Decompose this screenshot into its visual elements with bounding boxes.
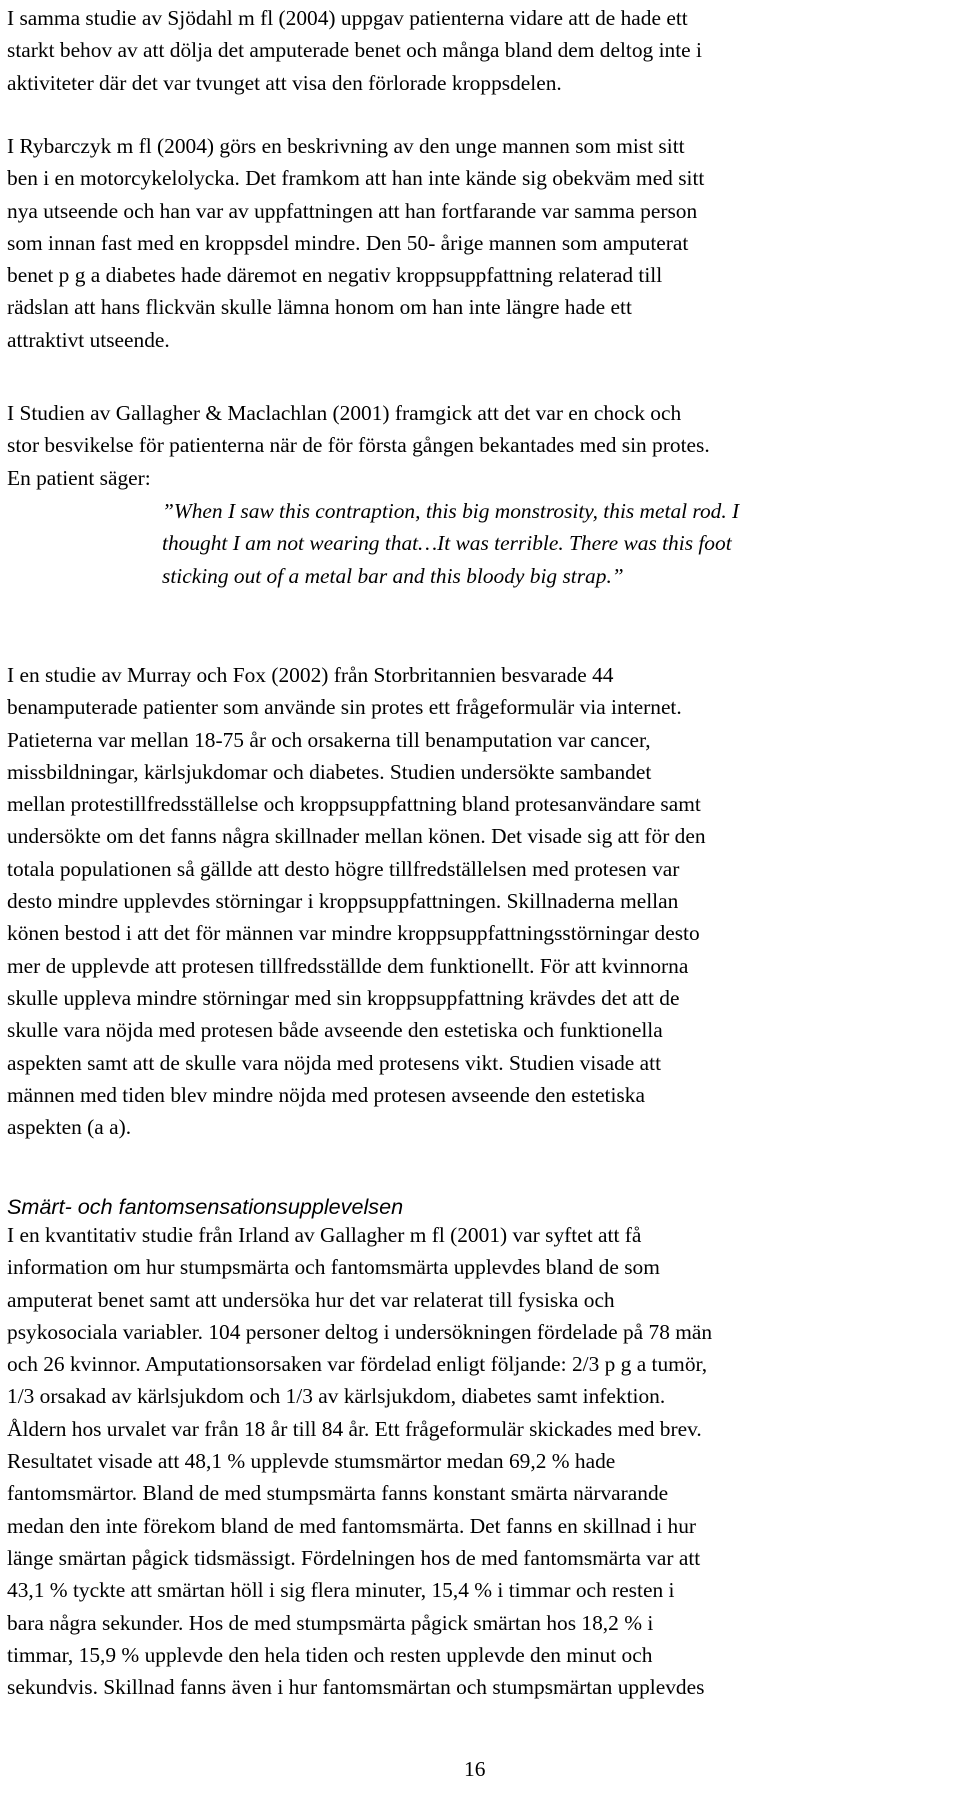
text-line: I en studie av Murray och Fox (2002) från Storbritannien besvarade 44 bbox=[7, 663, 614, 687]
text-line: timmar, 15,9 % upplevde den hela tiden och resten upplevde den minut och bbox=[7, 1642, 653, 1667]
text-line: I Rybarczyk m fl (2004) görs en beskrivning av den unge mannen som mist sitt bbox=[7, 134, 685, 158]
text-line: männen med tiden blev mindre nöjda med protesen avseende den estetiska bbox=[7, 1082, 645, 1107]
text-line: benamputerade patienter som använde sin protes ett frågeformulär via internet. bbox=[7, 695, 682, 720]
text-line: starkt behov av att dölja det amputerade benet och många bland dem deltog inte i bbox=[7, 38, 702, 63]
text-line: missbildningar, kärlsjukdomar och diabetes. Studien undersökte sambandet bbox=[7, 759, 652, 784]
text-line: skulle uppleva mindre störningar med sin kroppsuppfattning krävdes det att de bbox=[7, 985, 680, 1010]
text-line: attraktivt utseende. bbox=[7, 327, 170, 352]
text-line: I samma studie av Sjödahl m fl (2004) uppgav patienterna vidare att de hade ett bbox=[7, 6, 688, 30]
section-heading: Smärt- och fantomsensationsupplevelsen bbox=[7, 1194, 404, 1219]
text-line: psykosociala variabler. 104 personer deltog i undersökningen fördelade på 78 män bbox=[7, 1319, 713, 1344]
text-line: information om hur stumpsmärta och fantomsmärta upplevdes bland de som bbox=[7, 1255, 660, 1280]
paragraph-gallagher-ireland bbox=[7, 1219, 953, 1703]
paragraph-gallagher-maclachlan bbox=[7, 397, 953, 494]
text-line: benet p g a diabetes hade däremot en negativ kroppsuppfattning relaterad till bbox=[7, 263, 663, 288]
paragraph-rybarczyk bbox=[7, 130, 953, 356]
text-line: Patieterna var mellan 18-75 år och orsakerna till benamputation var cancer, bbox=[7, 727, 651, 752]
text-line: könen bestod i att det för männen var mindre kroppsuppfattningsstörningar desto bbox=[7, 921, 700, 946]
text-line: och 26 kvinnor. Amputationsorsaken var fördelad enligt följande: 2/3 p g a tumör, bbox=[7, 1352, 708, 1377]
page-number: 16 bbox=[464, 1757, 486, 1781]
text-line: mellan protestillfredsställelse och kroppsuppfattning bland protesanvändare samt bbox=[7, 792, 701, 817]
text-line: undersökte om det fanns några skillnader mellan könen. Det visade sig att för den bbox=[7, 824, 706, 849]
text-line: 43,1 % tyckte att smärtan höll i sig flera minuter, 15,4 % i timmar och resten i bbox=[7, 1578, 675, 1603]
text-line: sekundvis. Skillnad fanns även i hur fantomsmärtan och stumpsmärtan upplevdes bbox=[7, 1675, 705, 1700]
text-line: rädslan att hans flickvän skulle lämna honom om han inte längre hade ett bbox=[7, 295, 632, 320]
paragraph-murray-fox bbox=[7, 659, 953, 1143]
text-line: amputerat benet samt att undersöka hur det var relaterat till fysiska och bbox=[7, 1287, 615, 1312]
text-line: Åldern hos urvalet var från 18 år till 84 år. Ett frågeformulär skickades med brev. bbox=[7, 1416, 702, 1441]
text-line: I en kvantitativ studie från Irland av Gallagher m fl (2001) var syftet att få bbox=[7, 1223, 642, 1247]
text-line: länge smärtan pågick tidsmässigt. Fördelningen hos de med fantomsmärta var att bbox=[7, 1545, 701, 1570]
text-line: 1/3 orsakad av kärlsjukdom och 1/3 av kärlsjukdom, diabetes samt infektion. bbox=[7, 1384, 666, 1409]
text-line: desto mindre upplevdes störningar i kroppsuppfattningen. Skillnaderna mellan bbox=[7, 889, 679, 914]
text-line: aktiviteter där det var tvunget att visa den förlorade kroppsdelen. bbox=[7, 70, 562, 95]
text-line: aspekten samt att de skulle vara nöjda med protesens vikt. Studien visade att bbox=[7, 1050, 662, 1075]
quote-line: ”When I saw this contraption, this big monstrosity, this metal rod. I bbox=[162, 499, 740, 523]
quote-line: sticking out of a metal bar and this bloody big strap.” bbox=[162, 563, 624, 588]
text-line: I Studien av Gallagher & Maclachlan (2001) framgick att det var en chock och bbox=[7, 401, 682, 425]
patient-quote bbox=[162, 495, 942, 592]
quote-line: thought I am not wearing that…It was terrible. There was this foot bbox=[162, 531, 732, 556]
text-line: ben i en motorcykelolycka. Det framkom att han inte kände sig obekväm med sitt bbox=[7, 166, 705, 191]
text-line: medan den inte förekom bland de med fantomsmärta. Det fanns en skillnad i hur bbox=[7, 1513, 697, 1538]
text-line: stor besvikelse för patienterna när de för första gången bekantades med sin protes. bbox=[7, 433, 710, 458]
text-line: totala populationen så gällde att desto högre tillfredställelsen med protesen var bbox=[7, 856, 680, 881]
paragraph-sjodahl-followup bbox=[7, 2, 953, 99]
text-line: skulle vara nöjda med protesen både avseende den estetiska och funktionella bbox=[7, 1018, 663, 1043]
text-line: mer de upplevde att protesen tillfredsställde dem funktionellt. För att kvinnorna bbox=[7, 953, 689, 978]
text-line: bara några sekunder. Hos de med stumpsmärta pågick smärtan hos 18,2 % i bbox=[7, 1610, 654, 1635]
text-line: En patient säger: bbox=[7, 465, 151, 490]
text-line: som innan fast med en kroppsdel mindre. Den 50- årige mannen som amputerat bbox=[7, 230, 689, 255]
text-line: fantomsmärtor. Bland de med stumpsmärta fanns konstant smärta närvarande bbox=[7, 1481, 669, 1506]
text-line: aspekten (a a). bbox=[7, 1115, 132, 1140]
text-line: nya utseende och han var av uppfattningen att han fortfarande var samma person bbox=[7, 198, 698, 223]
text-line: Resultatet visade att 48,1 % upplevde stumsmärtor medan 69,2 % hade bbox=[7, 1449, 616, 1474]
